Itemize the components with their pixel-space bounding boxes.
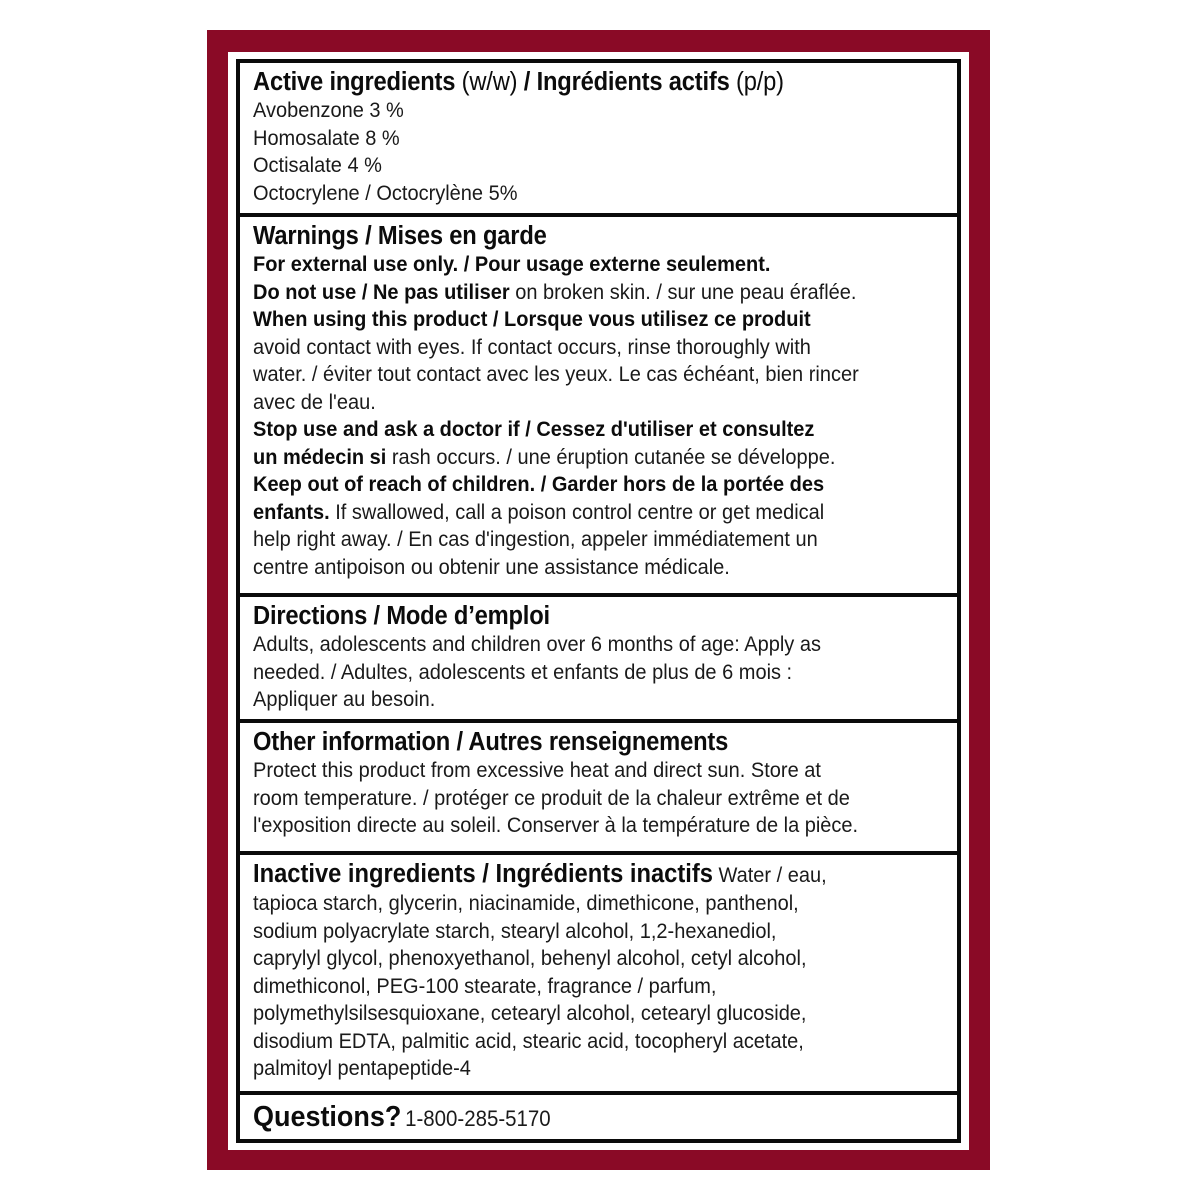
active-ingredient-item: Octocrylene / Octocrylène 5% bbox=[253, 180, 518, 205]
warning-keep-out-line bbox=[253, 499, 898, 527]
directions-text: Adults, adolescents and children over 6 months of age: Apply as bbox=[253, 632, 821, 656]
active-ingredient-item: Homosalate 8 % bbox=[253, 125, 400, 150]
warning-stop-use-line bbox=[253, 444, 898, 472]
other-information-text: Protect this product from excessive heat and direct sun. Store at bbox=[253, 758, 821, 782]
inactive-ingredients-text: palmitoyl pentapeptide-4 bbox=[253, 1056, 471, 1080]
heading-unit-text-fr: (p/p) bbox=[729, 68, 784, 96]
directions-text: needed. / Adultes, adolescents et enfants de plus de 6 mois : bbox=[253, 659, 793, 684]
warning-keep-out-label-line bbox=[253, 471, 898, 499]
inactive-ingredients-text: disodium EDTA, palmitic acid, stearic acid, tocopheryl acetate, bbox=[253, 1028, 804, 1053]
warning-stop-use-label-cont: un médecin si bbox=[253, 444, 387, 469]
heading-unit-text: (w/w) bbox=[455, 68, 524, 96]
warning-keep-out-text: If swallowed, call a poison control centre or get medical bbox=[329, 499, 825, 524]
inactive-ingredients-text: Water / eau, bbox=[712, 863, 827, 887]
warning-keep-out-label-cont: enfants. bbox=[253, 499, 330, 524]
warning-when-using-text: avoid contact with eyes. If contact occurs, rinse thoroughly with bbox=[253, 334, 811, 359]
label-inner-margin bbox=[228, 52, 969, 1150]
directions-text: Appliquer au besoin. bbox=[253, 687, 436, 711]
section-inactive-ingredients bbox=[240, 855, 957, 1095]
section-directions bbox=[240, 597, 957, 723]
warning-do-not-use-label: Do not use / Ne pas utiliser bbox=[253, 279, 510, 304]
section-questions bbox=[240, 1095, 957, 1139]
questions-phone-number: 1-800-285-5170 bbox=[405, 1105, 551, 1131]
warnings-heading: Warnings / Mises en garde bbox=[253, 222, 547, 250]
other-information-text: l'exposition directe au soleil. Conserver à la température de la pièce. bbox=[253, 813, 859, 837]
inactive-ingredients-text: polymethylsilsesquioxane, cetearyl alcohol, cetearyl glucoside, bbox=[253, 1001, 807, 1025]
heading-text-fr: / Ingrédients actifs bbox=[523, 68, 730, 96]
warning-keep-out-label: Keep out of reach of children. / Garder hors de la portée des bbox=[253, 472, 825, 496]
warning-when-using-text: water. / éviter tout contact avec les yeux. Le cas échéant, bien rincer bbox=[253, 362, 859, 386]
active-ingredients-heading bbox=[253, 67, 898, 97]
warning-external-use-text: For external use only. / Pour usage externe seulement. bbox=[253, 252, 771, 276]
section-other-information bbox=[240, 723, 957, 855]
other-information-text: room temperature. / protéger ce produit de la chaleur extrême et de bbox=[253, 785, 850, 810]
heading-text: Active ingredients bbox=[253, 68, 456, 96]
warning-stop-use-label: Stop use and ask a doctor if / Cessez d'utiliser et consultez bbox=[253, 417, 815, 441]
inactive-ingredients-text: caprylyl glycol, phenoxyethanol, behenyl alcohol, cetyl alcohol, bbox=[253, 946, 807, 970]
warning-when-using-label-line bbox=[253, 306, 898, 334]
drug-facts-panel bbox=[236, 59, 961, 1143]
warning-external-use bbox=[253, 251, 898, 279]
warning-stop-use-label-line bbox=[253, 416, 898, 444]
section-warnings bbox=[240, 217, 957, 597]
warning-do-not-use-text: on broken skin. / sur une peau éraflée. bbox=[509, 279, 857, 304]
warning-do-not-use bbox=[253, 279, 898, 307]
inactive-ingredients-text: sodium polyacrylate starch, stearyl alcohol, 1,2-hexanediol, bbox=[253, 918, 777, 943]
inactive-ingredients-text: tapioca starch, glycerin, niacinamide, dimethicone, panthenol, bbox=[253, 891, 799, 915]
questions-line bbox=[253, 1101, 551, 1134]
warning-stop-use-text: rash occurs. / une éruption cutanée se développe. bbox=[386, 444, 836, 469]
label-frame bbox=[207, 30, 990, 1170]
active-ingredient-item: Octisalate 4 % bbox=[253, 153, 382, 177]
section-active-ingredients bbox=[240, 63, 957, 217]
warning-when-using-label: When using this product / Lorsque vous utilisez ce produit bbox=[253, 307, 811, 331]
warning-when-using-text: avec de l'eau. bbox=[253, 389, 376, 414]
warning-keep-out-text: centre antipoison ou obtenir une assistance médicale. bbox=[253, 554, 730, 579]
warning-keep-out-text: help right away. / En cas d'ingestion, appeler immédiatement un bbox=[253, 527, 818, 551]
inactive-ingredients-heading: Inactive ingredients / Ingrédients inactifs bbox=[253, 860, 713, 888]
questions-heading: Questions? bbox=[253, 1100, 402, 1133]
inactive-ingredients-text: dimethiconol, PEG-100 stearate, fragrance / parfum, bbox=[253, 973, 717, 998]
other-information-heading: Other information / Autres renseignements bbox=[253, 728, 729, 756]
directions-heading: Directions / Mode d’emploi bbox=[253, 602, 550, 630]
active-ingredient-item: Avobenzone 3 % bbox=[253, 98, 404, 122]
inactive-ingredients-first-line bbox=[253, 859, 898, 890]
